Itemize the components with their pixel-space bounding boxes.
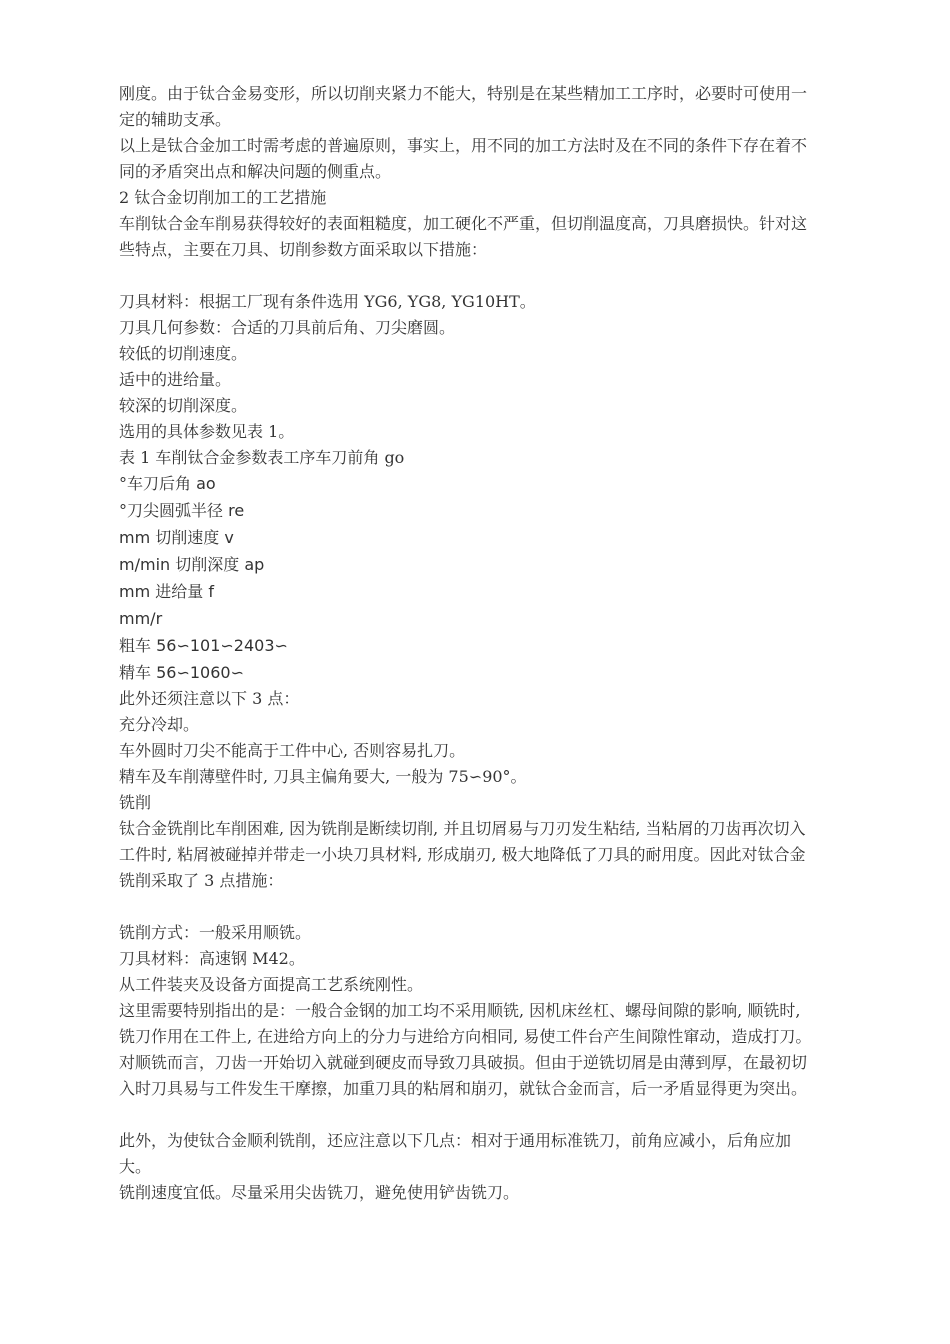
paragraph-turning-intro: 车削钛合金车削易获得较好的表面粗糙度，加工硬化不严重，但切削温度高，刀具磨损快。针对这些特点，主要在刀具、切削参数方面采取以下措施： — [119, 214, 808, 259]
paragraph-three-points: 此外还须注意以下 3 点： — [119, 689, 300, 708]
table-line: °车刀后角 ao — [119, 474, 216, 493]
list-item-tool-geometry: 刀具几何参数：合适的刀具前后角、刀尖磨圆。 — [119, 318, 456, 337]
blank-line — [119, 263, 819, 289]
paragraph-rigidity: 刚度。由于钛合金易变形，所以切削夹紧力不能大，特别是在某些精加工工序时，必要时可使用一定的辅助支承。 — [119, 84, 808, 129]
blank-line — [119, 894, 819, 920]
list-item-milling-method: 铣削方式：一般采用顺铣。 — [119, 923, 312, 942]
table-line: 精车 56∽1060∽ — [119, 663, 244, 682]
paragraph-additional-points: 此外，为使钛合金顺利铣削，还应注意以下几点：相对于通用标准铣刀，前角应减小，后角应加大。 — [119, 1131, 792, 1176]
paragraph-see-table: 选用的具体参数见表 1。 — [119, 422, 295, 441]
list-item-deep-cut: 较深的切削深度。 — [119, 396, 248, 415]
table-line: m/min 切削深度 ap — [119, 555, 265, 574]
paragraph-general-principles: 以上是钛合金加工时需考虑的普遍原则，事实上，用不同的加工方法时及在不同的条件下存在着不同的矛盾突出点和解决问题的侧重点。 — [119, 136, 808, 181]
paragraph-climb-milling-note: 这里需要特别指出的是：一般合金钢的加工均不采用顺铣, 因机床丝杠、螺母间隙的影响, 顺铣时, 铣刀作用在工件上, 在进给方向上的分力与进给方向相同, 易使工件台产生间隙性窜动，造成打刀。对顺铣而言，刀齿一开始切入就碰到硬皮而导致刀具破损。但由于逆铣切屑是由薄到厚，在最初切入时刀具易与工件发生干摩擦，加重刀具的粘屑和崩刃，就钛合金而言，后一矛盾显得更为突出。 — [119, 1001, 812, 1098]
list-item-milling-tool-material: 刀具材料：高速钢 M42。 — [119, 949, 305, 968]
list-item-tool-material: 刀具材料：根据工厂现有条件选用 YG6, YG8, YG10HT。 — [119, 292, 536, 311]
document-body — [119, 81, 819, 1206]
paragraph-milling-speed: 铣削速度宜低。尽量采用尖齿铣刀，避免使用铲齿铣刀。 — [119, 1183, 520, 1202]
table-line: °刀尖圆弧半径 re — [119, 501, 245, 520]
table-line: mm 进给量 f — [119, 582, 214, 601]
list-item-rigidity: 从工件装夹及设备方面提高工艺系统刚性。 — [119, 975, 424, 994]
table-line: 粗车 56∽101∽2403∽ — [119, 636, 288, 655]
table-line: 表 1 车削钛合金参数表工序车刀前角 go — [119, 448, 405, 467]
blank-line — [119, 1102, 819, 1128]
list-item-low-speed: 较低的切削速度。 — [119, 344, 248, 363]
section-heading-milling: 铣削 — [119, 793, 152, 812]
list-item-thin-wall: 精车及车削薄壁件时, 刀具主偏角要大, 一般为 75∽90°。 — [119, 767, 527, 786]
table-line: mm/r — [119, 609, 163, 628]
table-1-flattened — [119, 445, 819, 686]
list-item-moderate-feed: 适中的进给量。 — [119, 370, 232, 389]
paragraph-milling-intro: 钛合金铣削比车削困难, 因为铣削是断续切削, 并且切屑易与刀刃发生粘结, 当粘屑的刀齿再次切入工件时, 粘屑被碰掉并带走一小块刀具材料, 形成崩刃, 极大地降低了刀具的耐用度。因此对钛合金铣削采取了 3 点措施： — [119, 819, 806, 890]
list-item-cooling: 充分冷却。 — [119, 715, 200, 734]
list-item-tool-height: 车外圆时刀尖不能高于工件中心, 否则容易扎刀。 — [119, 741, 466, 760]
table-line: mm 切削速度 v — [119, 528, 234, 547]
section-heading-process-measures: 2 钛合金切削加工的工艺措施 — [119, 188, 327, 207]
